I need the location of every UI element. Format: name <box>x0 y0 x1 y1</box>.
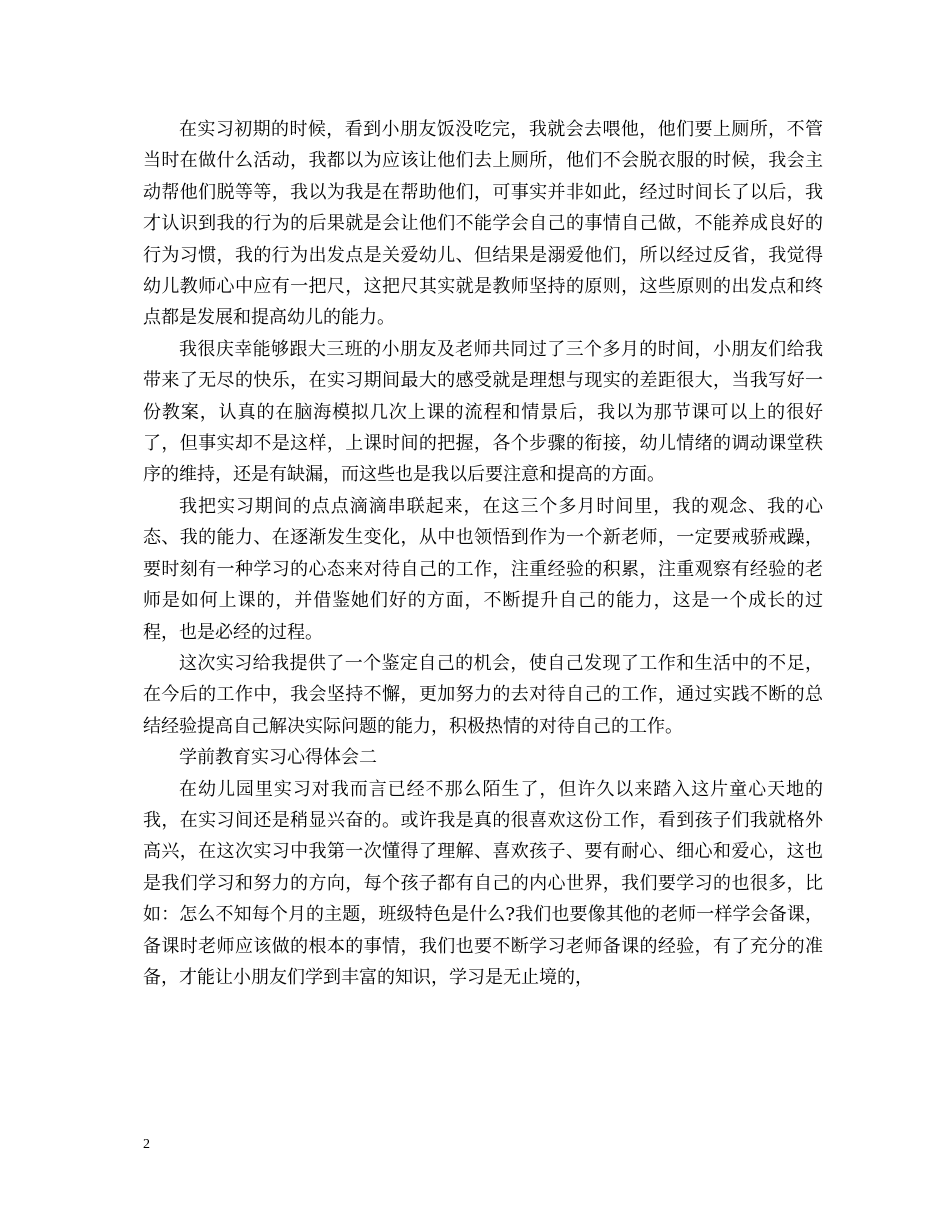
paragraph-3: 我把实习期间的点点滴滴串联起来，在这三个多月时间里，我的观念、我的心态、我的能力、在逐渐发生变化，从中也领悟到作为一个新老师，一定要戒骄戒躁，要时刻有一种学习的心态来对待自己的工作，注重经验的积累，注重观察有经验的老师是如何上课的，并借鉴她们好的方面，不断提升自己的能力，这是一个成长的过程，也是必经的过程。 <box>143 495 823 643</box>
section-heading: 学前教育实习心得体会二 <box>179 747 377 769</box>
page-number: 2 <box>143 1137 150 1152</box>
section-paragraph: 在幼儿园里实习对我而言已经不那么陌生了，但许久以来踏入这片童心天地的我，在实习间还是稍显兴奋的。或许我是真的很喜欢这份工作，看到孩子们我就格外高兴，在这次实习中我第一次懂得了理解、喜欢孩子、要有耐心、细心和爱心，这也是我们学习和努力的方向，每个孩子都有自己的内心世界，我们要学习的也很多，比如：怎么不知每个月的主题，班级特色是什么?我们也要像其他的老师一样学会备课，备课时老师应该做的根本的事情，我们也要不断学习老师备课的经验，有了充分的准备，才能让小朋友们学到丰富的知识，学习是无止境的， <box>143 778 823 988</box>
paragraph-4: 这次实习给我提供了一个鉴定自己的机会，使自己发现了工作和生活中的不足，在今后的工作中，我会坚持不懈，更加努力的去对待自己的工作，通过实践不断的总结经验提高自己解决实际问题的能力，积极热情的对待自己的工作。 <box>143 652 823 737</box>
paragraph-1: 在实习初期的时候，看到小朋友饭没吃完，我就会去喂他，他们要上厕所，不管当时在做什么活动，我都以为应该让他们去上厕所，他们不会脱衣服的时候，我会主动帮他们脱等等，我以为我是在帮助他们，可事实并非如此，经过时间长了以后，我才认识到我的行为的后果就是会让他们不能学会自己的事情自己做，不能养成良好的行为习惯，我的行为出发点是关爱幼儿、但结果是溺爱他们，所以经过反省，我觉得幼儿教师心中应有一把尺，这把尺其实就是教师坚持的原则，这些原则的出发点和终点都是发展和提高幼儿的能力。 <box>143 119 823 329</box>
paragraph-2: 我很庆幸能够跟大三班的小朋友及老师共同过了三个多月的时间，小朋友们给我带来了无尽的快乐，在实习期间最大的感受就是理想与现实的差距很大，当我写好一份教案，认真的在脑海模拟几次上课的流程和情景后，我以为那节课可以上的很好了，但事实却不是这样，上课时间的把握，各个步骤的衔接，幼儿情绪的调动课堂秩序的维持，还是有缺漏，而这些也是我以后要注意和提高的方面。 <box>143 338 823 486</box>
document-body <box>143 114 823 993</box>
